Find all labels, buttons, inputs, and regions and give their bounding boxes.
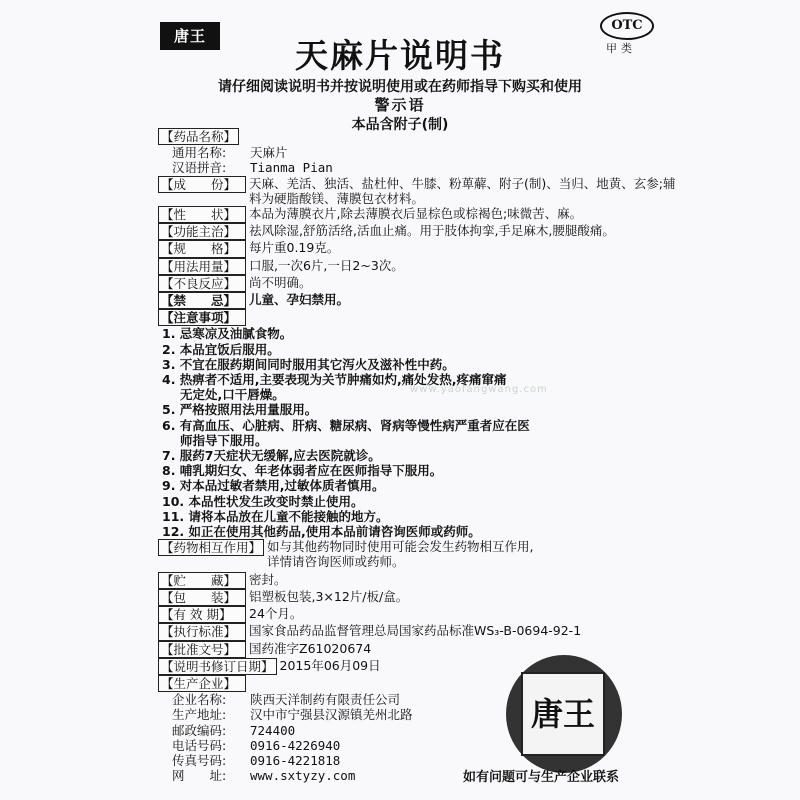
adverse-label: 【不良反应】 [158,275,246,292]
warning-heading: 警示语 [374,96,426,114]
indications-row [158,223,678,240]
common-name-label: 通用名称: [172,145,227,161]
contraindication-label: 【禁 忌】 [158,292,246,309]
interaction-label: 【药物相互作用】 [158,539,264,556]
package-value: 铝塑板包装,3×12片/板/盒。 [249,588,409,604]
interaction-line-2: 详情请咨询医师或药师。 [267,554,405,570]
character-value: 本品为薄膜衣片,除去薄膜衣后显棕色或棕褐色;味微苦、麻。 [249,206,583,222]
ingredients-row [158,176,678,206]
postcode-value: 724400 [250,722,296,738]
storage-label: 【贮 藏】 [158,572,246,589]
common-name-value: 天麻片 [250,145,288,161]
company-label: 企业名称: [172,692,227,708]
package-label: 【包 装】 [158,589,246,606]
package-row [158,589,678,606]
storage-row [158,572,678,589]
notes-section [158,309,678,326]
adverse-value: 尚不明确。 [249,274,312,290]
list-item: 1. 忌寒凉及油腻食物。 [162,326,293,342]
interaction-value [267,539,678,569]
list-item: 无定处,口干唇燥。 [180,387,285,403]
drug-name-label: 【药品名称】 [158,128,239,145]
website-value: www.sxtyzy.com [250,768,356,784]
revision-value: 2015年06月09日 [279,657,381,673]
address-value: 汉中市宁强县汉源镇羌州北路 [250,707,413,723]
approval-row [158,641,678,658]
notes-label: 【注意事项】 [158,309,246,326]
list-item: 6. 有高血压、心脏病、肝病、糖尿病、肾病等慢性病严重者应在医 [162,417,530,433]
phone-value: 0916-4226940 [250,737,341,753]
validity-row [158,606,678,623]
character-label: 【性 状】 [158,206,246,223]
watermark-text: www.yaofangwang.com [410,384,548,395]
standard-row [158,623,678,640]
list-item: 10. 本品性状发生改变时禁止使用。 [162,493,364,509]
interaction-line-1: 如与其他药物同时使用可能会发生药物相互作用, [267,539,534,555]
company-seal-logo [506,655,622,773]
reading-instruction: 请仔细阅读说明书并按说明使用或在药师指导下购买和使用 [218,79,582,95]
website-label: 网 址: [172,768,227,784]
phone-label: 电话号码: [172,737,227,753]
ingredients-value: 天麻、羌活、独活、盐杜仲、牛膝、粉萆薢、附子(制)、当归、地黄、玄参;辅料为硬脂酸镁、薄膜包衣材料。 [249,175,676,206]
address-label: 生产地址: [172,707,227,723]
spec-label: 【规 格】 [158,240,246,257]
list-item: 12. 如正在使用其他药品,使用本品前请咨询医师或药师。 [162,524,481,540]
drug-name-section [158,128,678,145]
contraindication-value: 儿童、孕妇禁用。 [249,292,350,308]
dosage-value: 口服,一次6片,一日2~3次。 [249,257,404,273]
pinyin-value: Tianma Pian [250,160,333,176]
page-title: 天麻片说明书 [295,36,505,75]
list-item: 2. 本品宜饭后服用。 [162,341,280,357]
storage-value: 密封。 [249,571,287,587]
company-value: 陕西天洋制药有限责任公司 [250,692,401,708]
list-item: 9. 对本品过敏者禁用,过敏体质者慎用。 [162,478,385,494]
adverse-row [158,275,678,292]
notes-list [158,326,678,539]
list-item: 8. 哺乳期妇女、年老体弱者应在医师指导下服用。 [162,463,443,479]
dosage-row [158,258,678,275]
postcode-label: 邮政编码: [172,722,227,738]
contact-note: 如有问题可与生产企业联系 [463,770,620,785]
warning-text: 本品含附子(制) [351,117,449,133]
interaction-row [158,539,678,569]
ingredients-label: 【成 份】 [158,176,246,193]
dosage-label: 【用法用量】 [158,258,246,275]
fax-value: 0916-4221818 [250,752,341,768]
indications-value: 祛风除湿,舒筋活络,活血止痛。用于肢体拘挛,手足麻木,腰腿酸痛。 [249,223,615,239]
list-item: 3. 不宜在服药期间同时服用其它泻火及滋补性中药。 [162,356,455,372]
indications-label: 【功能主治】 [158,223,246,240]
list-item: 师指导下服用。 [180,432,268,448]
validity-label: 【有 效 期】 [158,606,246,623]
spec-value: 每片重0.19克。 [249,240,340,256]
list-item: 11. 请将本品放在儿童不能接触的地方。 [162,508,389,524]
standard-value: 国家食品药品监督管理总局国家药品标准WS₃-B-0694-92-1 [249,623,582,639]
revision-label: 【说明书修订日期】 [158,658,277,675]
approval-value: 国药准字Z61020674 [249,640,372,656]
seal-emblem: 唐王 [521,672,605,756]
character-row [158,206,678,223]
otc-badge: OTC [600,12,654,40]
standard-label: 【执行标准】 [158,623,246,640]
list-item: 5. 严格按照用法用量服用。 [162,402,318,418]
brand-logo: 唐王 [160,22,220,50]
validity-value: 24个月。 [249,606,303,622]
contraindication-row [158,292,678,309]
pinyin-row [158,160,678,175]
common-name-row [158,145,678,160]
fax-label: 传真号码: [172,752,227,768]
pinyin-label: 汉语拼音: [172,160,227,176]
approval-label: 【批准文号】 [158,641,246,658]
manufacturer-label: 【生产企业】 [158,675,246,692]
spec-row [158,240,678,257]
otc-class-label: 甲类 [606,42,636,55]
list-item: 7. 服药7天症状无缓解,应去医院就诊。 [162,448,381,464]
list-item: 4. 热痹者不适用,主要表现为关节肿痛如灼,痛处发热,疼痛窜痛 [162,372,507,388]
